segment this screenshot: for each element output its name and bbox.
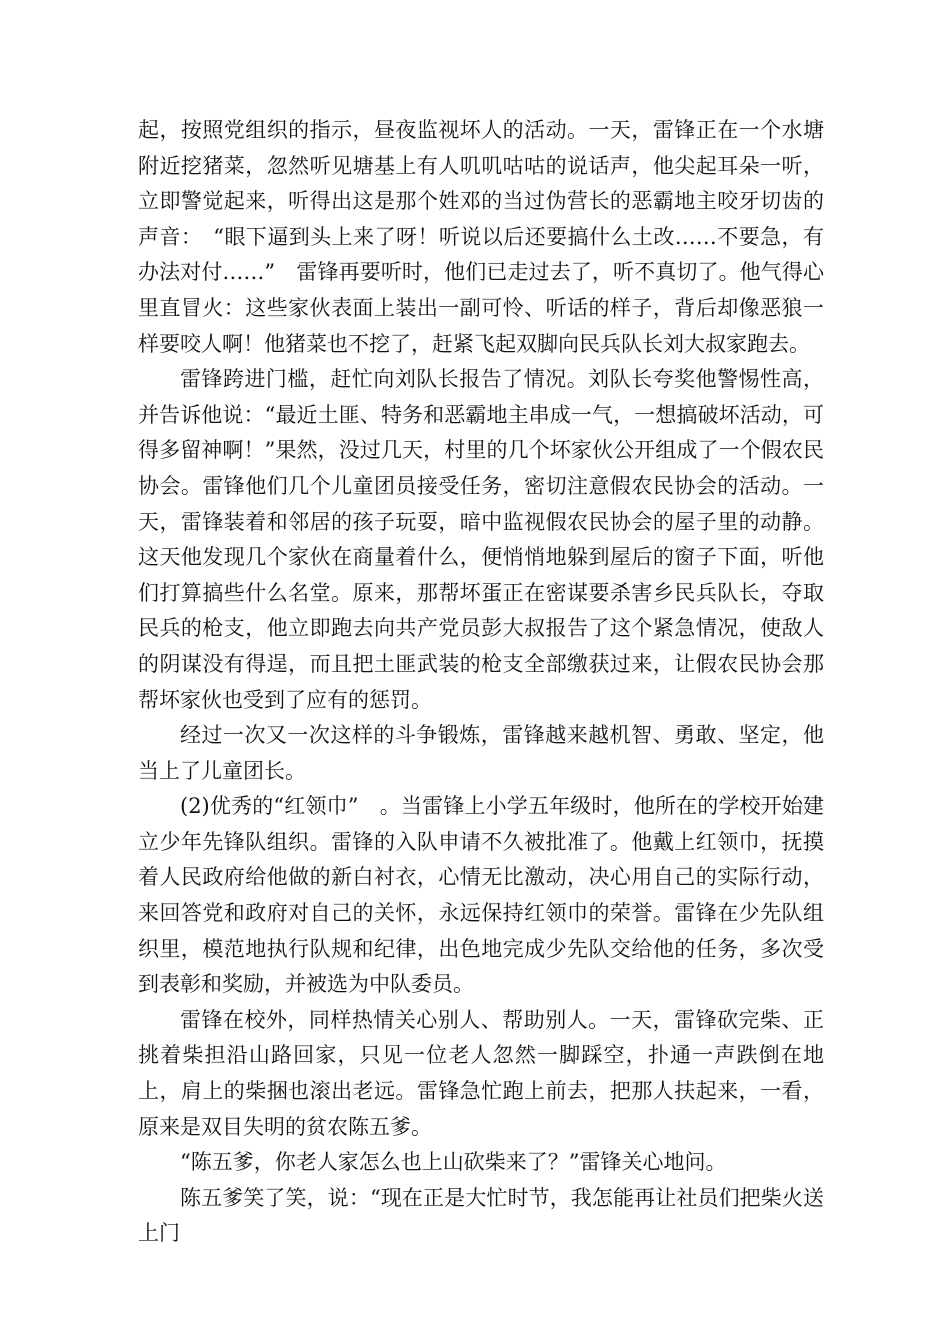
paragraph-7: 陈五爹笑了笑，说：“现在正是大忙时节，我怎能再让社员们把柴火送上门: [138, 1185, 824, 1246]
paragraph-2: 雷锋跨进门槛，赶忙向刘队长报告了情况。刘队长夸奖他警惕性高，并告诉他说：“最近土匪、特务和恶霸地主串成一气，一想搞破坏活动，可得多留神啊！”果然，没过几天，村里的几个坏家伙公开组成了一个假农民协会。雷锋他们几个儿童团员接受任务，密切注意假农民协会的活动。一天，雷锋装着和邻居的孩子玩耍，暗中监视假农民协会的屋子里的动静。这天他发现几个家伙在商量着什么，便悄悄地躲到屋后的窗子下面，听他们打算搞些什么名堂。原来，那帮坏蛋正在密谋要杀害乡民兵队长，夺取民兵的枪支，他立即跑去向共产党员彭大叔报告了这个紧急情况，使敌人的阴谋没有得逞，而且把土匪武装的枪支全部缴获过来，让假农民协会那帮坏家伙也受到了应有的惩罚。: [138, 367, 824, 712]
document-body: [138, 113, 824, 1252]
paragraph-5: 雷锋在校外，同样热情关心别人、帮助别人。一天，雷锋砍完柴、正挑着柴担沿山路回家，只见一位老人忽然一脚踩空，扑通一声跌倒在地上，肩上的柴捆也滚出老远。雷锋急忙跑上前去，把那人扶起来，一看，原来是双目失明的贫农陈五爹。: [138, 1007, 824, 1139]
paragraph-3: 经过一次又一次这样的斗争锻炼，雷锋越来越机智、勇敢、坚定，他当上了儿童团长。: [138, 723, 824, 783]
paragraph-6: “陈五爹，你老人家怎么也上山砍柴来了？”雷锋关心地问。: [180, 1150, 727, 1175]
paragraph-1: 起，按照党组织的指示，昼夜监视坏人的活动。一天，雷锋正在一个水塘附近挖猪菜，忽然听见塘基上有人叽叽咕咕的说话声，他尖起耳朵一听，立即警觉起来，听得出这是那个姓邓的当过伪营长的恶霸地主咬牙切齿的声音： “眼下逼到头上来了呀！听说以后还要搞什么土改……不要急，有办法对付……” 雷锋再要听时，他们已走过去了，听不真切了。他气得心里直冒火：这些家伙表面上装出一副可怜、听话的样子，背后却像恶狼一样要咬人啊！他猪菜也不挖了，赶紧飞起双脚向民兵队长刘大叔家跑去。: [138, 118, 824, 356]
paragraph-4: (2)优秀的“红领巾” 。当雷锋上小学五年级时，他所在的学校开始建立少年先锋队组织。雷锋的入队申请不久被批准了。他戴上红领巾，抚摸着人民政府给他做的新白衬衣，心情无比激动，决心用自己的实际行动，来回答党和政府对自己的关怀，永远保持红领巾的荣誉。雷锋在少先队组织里，模范地执行队规和纪律，出色地完成少先队交给他的任务，多次受到表彰和奖励，并被选为中队委员。: [138, 794, 824, 997]
